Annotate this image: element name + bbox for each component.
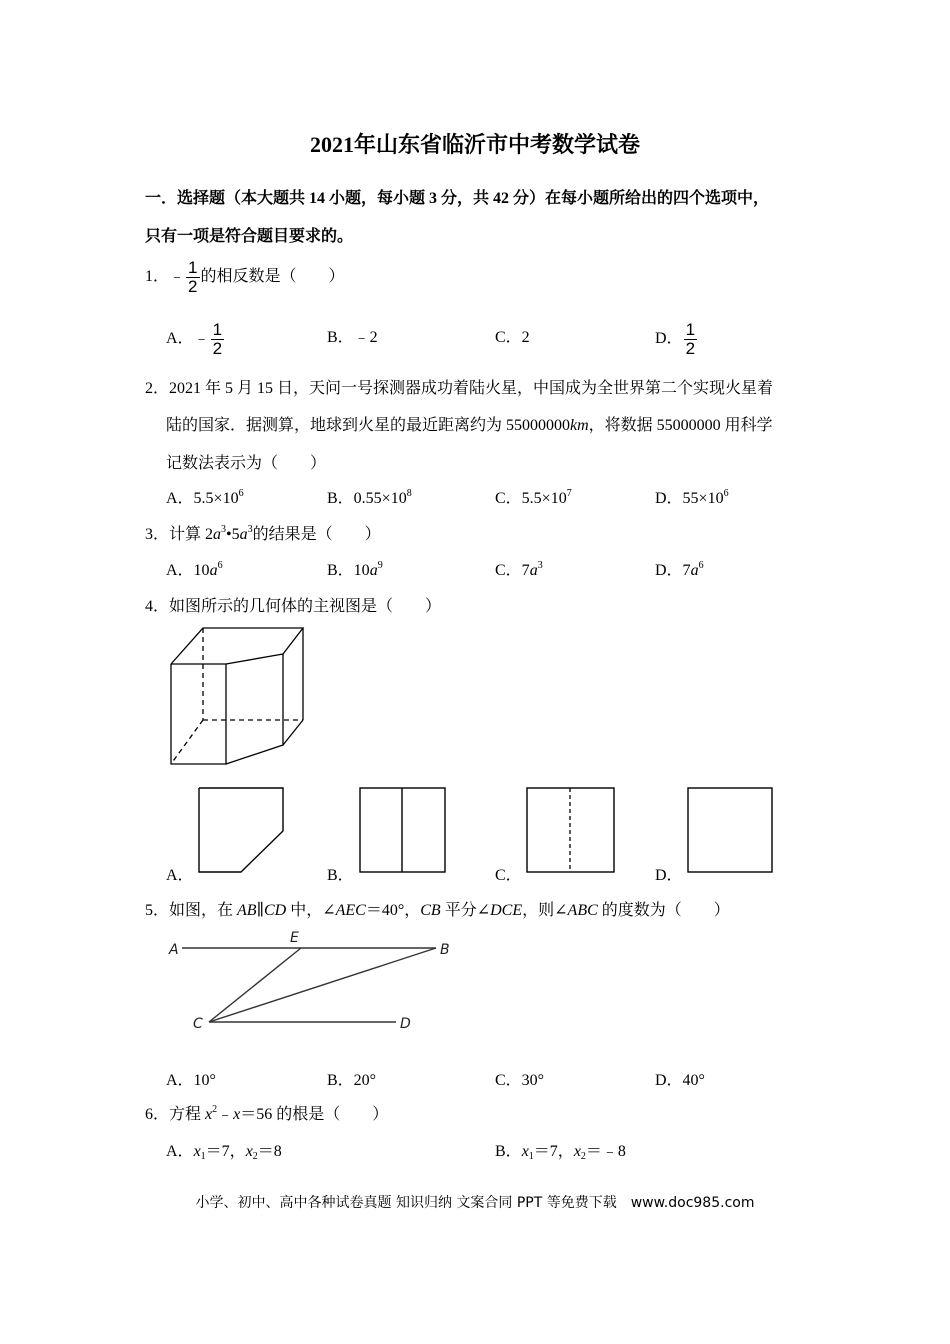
point-a-label: A — [169, 942, 179, 958]
question-3-option-d[interactable]: D．$7a^6$ — [655, 560, 704, 579]
parallel-lines-figure — [166, 928, 466, 1036]
question-2-option-d[interactable]: D．$55\times 10^6$ — [655, 488, 729, 507]
question-3-stem: 3．计算 $2a^3•5a^3$的结果是（ ） — [145, 524, 381, 543]
point-e-label: E — [290, 930, 299, 946]
question-1-stem: 1．﹣ $\frac{1}{2}$ 的相反数是（ ） — [145, 258, 345, 296]
question-1-option-c[interactable]: C．2 — [495, 329, 530, 346]
option-a-view — [197, 786, 287, 876]
question-1-option-d[interactable]: D． $\frac{1}{2}$ — [655, 320, 696, 358]
question-4-option-a[interactable]: A． — [166, 867, 194, 884]
question-5-option-d[interactable]: D．40° — [655, 1072, 705, 1089]
option-c-view — [525, 786, 617, 876]
page-title: 2021年山东省临沂市中考数学试卷 — [309, 132, 640, 157]
question-3-option-c[interactable]: C．$7a^3$ — [495, 560, 543, 579]
point-b-label: B — [440, 942, 450, 958]
question-number: 4． — [145, 598, 170, 615]
question-number: 2． — [145, 380, 170, 397]
question-4-stem: 4．如图所示的几何体的主视图是（ ） — [145, 598, 442, 615]
fraction: $\frac{1}{2}$ — [685, 320, 696, 358]
question-2-stem-line2: 陆的国家．据测算，地球到火星的最近距离约为 55000000km，将数据 55000000 用科学 — [166, 417, 773, 434]
question-5-option-b[interactable]: B．20° — [327, 1072, 377, 1089]
option-b-view — [358, 786, 448, 876]
question-4-option-c[interactable]: C． — [495, 867, 522, 884]
question-number: 3． — [145, 526, 170, 543]
question-6-option-b[interactable]: B．$x_1=7$，$x_2=﹣8$ — [495, 1143, 626, 1162]
question-3-option-a[interactable]: A．$10a^6$ — [166, 560, 223, 579]
question-2-option-b[interactable]: B．$0.55\times 10^8$ — [327, 488, 412, 507]
question-5-option-c[interactable]: C．30° — [495, 1072, 545, 1089]
question-2-stem-line1: 2．2021 年 5 月 15 日，天问一号探测器成功着陆火星，中国成为全世界第二个实现火星着 — [145, 380, 774, 397]
point-d-label: D — [400, 1016, 411, 1032]
question-4-option-d[interactable]: D． — [655, 867, 683, 884]
question-6-option-a[interactable]: A．$x_1=7$，$x_2=8$ — [166, 1143, 282, 1162]
question-1-option-b[interactable]: B．﹣2 — [327, 329, 378, 346]
page-footer: 小学、初中、高中各种试卷真题 知识归纳 文案合同 PPT 等免费下载 www.doc985.com — [195, 1195, 755, 1211]
question-2-stem-line3: 记数法表示为（ ） — [166, 455, 327, 472]
question-number: 5． — [145, 902, 170, 919]
question-3-option-b[interactable]: B．$10a^9$ — [327, 560, 383, 579]
question-number: 1． — [145, 268, 170, 286]
solid-figure — [166, 624, 308, 770]
point-c-label: C — [193, 1016, 203, 1032]
option-d-view — [686, 786, 776, 876]
question-2-option-a[interactable]: A．$5.5\times 10^6$ — [166, 488, 244, 507]
fraction: $\frac{1}{2}$ — [188, 258, 198, 296]
question-6-stem: 6．方程 $x^2﹣x=56$ 的根是（ ） — [145, 1104, 389, 1123]
question-4-option-b[interactable]: B． — [327, 867, 354, 884]
question-1-option-a[interactable]: A．﹣ $\frac{1}{2}$ — [166, 320, 223, 358]
section-heading-line2: 只有一项是符合题目要求的。 — [145, 228, 354, 245]
question-5-stem: 5．如图，在 AB∥CD 中，∠AEC＝40°，CB 平分∠DCE，则∠ABC 的度数为（ ） — [145, 902, 730, 919]
fraction: $\frac{1}{2}$ — [212, 320, 223, 358]
question-5-option-a[interactable]: A．10° — [166, 1072, 216, 1089]
question-2-option-c[interactable]: C．$5.5\times 10^7$ — [495, 488, 572, 507]
section-heading-line1: 一．选择题（本大题共 14 小题，每小题 3 分，共 42 分）在每小题所给出的四个选项中， — [145, 190, 770, 207]
question-number: 6． — [145, 1106, 170, 1123]
